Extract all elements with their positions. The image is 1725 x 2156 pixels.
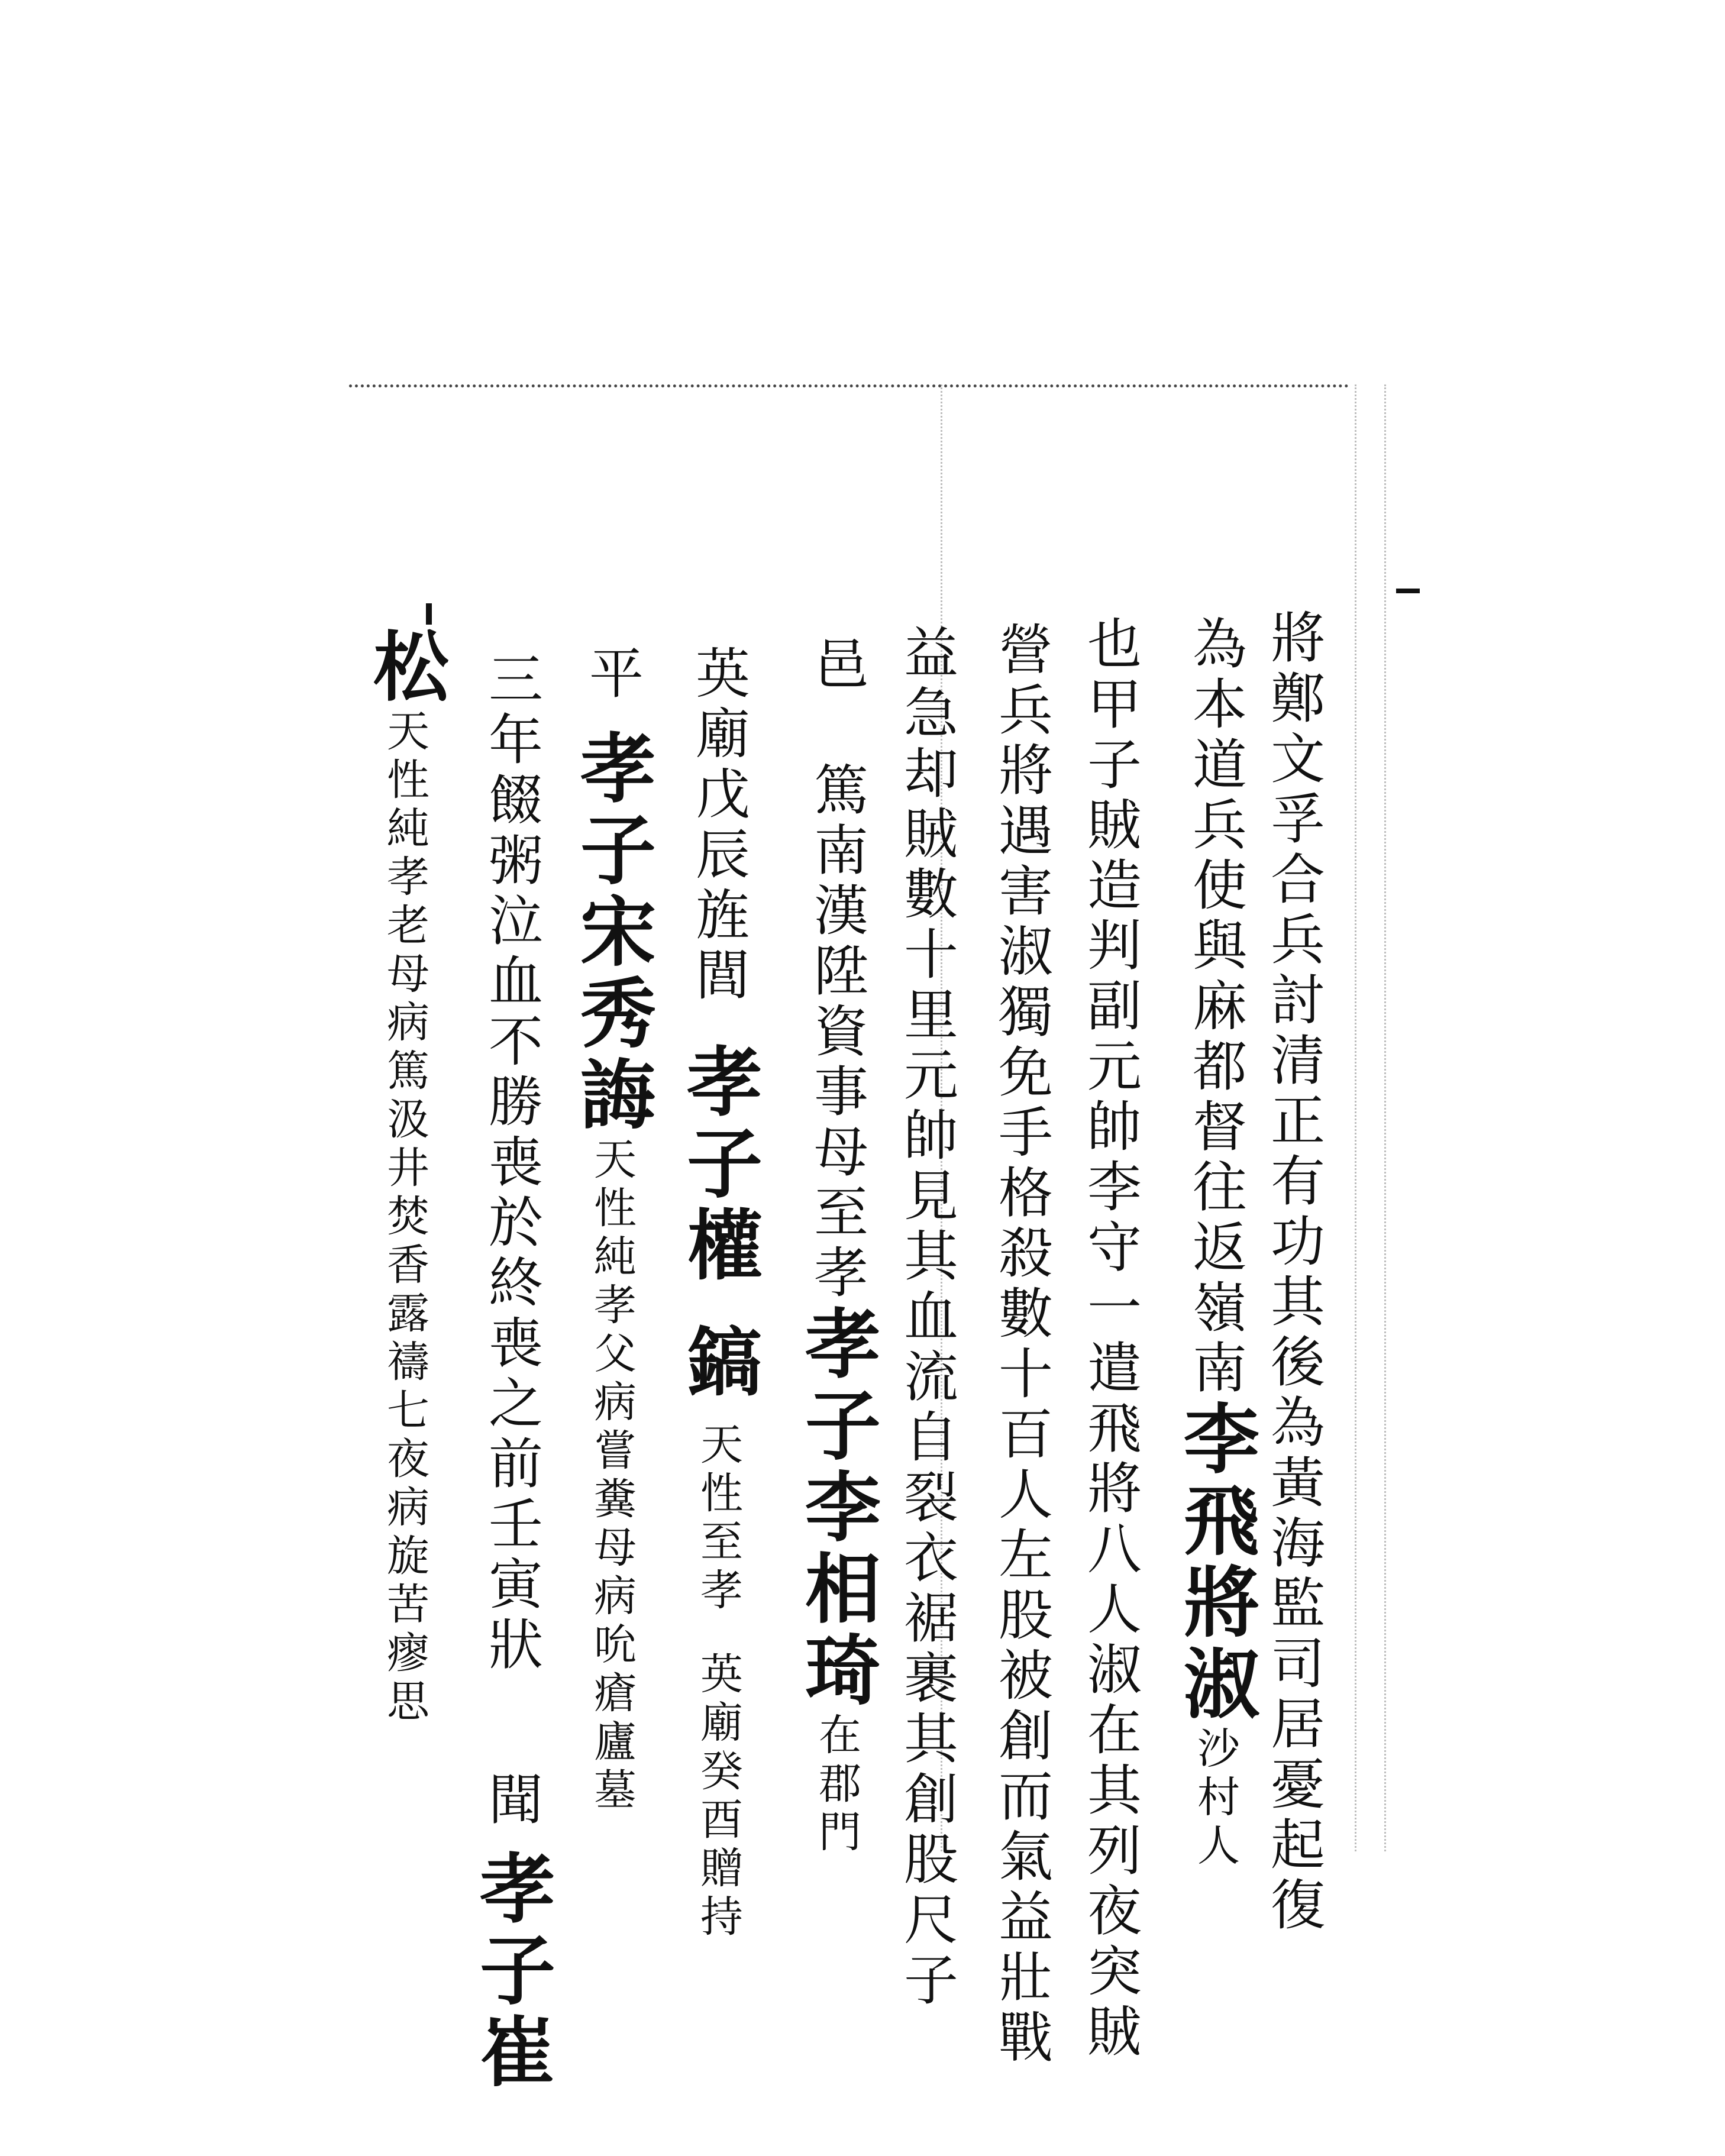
text-column-6 xyxy=(792,636,881,1858)
column-9-text-b: 聞 xyxy=(480,1771,543,1831)
column-8-note: 天性純孝父病嘗糞母病吮瘡廬墓 xyxy=(587,1137,637,1816)
text-column-1 xyxy=(1262,609,1325,1937)
column-2-heading: 李飛將淑 xyxy=(1171,1399,1259,1726)
text-column-4 xyxy=(990,621,1053,2069)
ink-mark xyxy=(426,603,432,625)
column-6-text-a: 邑 xyxy=(805,636,868,696)
column-10-note: 天性純孝老母病篤汲井焚香露禱七夜病旋苦瘳思 xyxy=(380,709,429,1727)
text-column-9 xyxy=(467,651,555,2094)
frame-top-border xyxy=(349,384,1349,387)
column-7-note: 天性至孝 xyxy=(693,1422,743,1616)
column-2-note: 沙村人 xyxy=(1190,1726,1240,1871)
column-10-heading: 松 xyxy=(360,627,449,709)
column-9-text-a: 三年餟粥泣血不勝喪於終喪之前壬寅狀 xyxy=(480,651,543,1676)
column-7-heading: 孝子權 xyxy=(674,1042,763,1287)
column-ruling xyxy=(1355,384,1356,1851)
text-column-2 xyxy=(1171,615,1259,1871)
column-5-text: 益急却賊數十里元帥見其血流自裂衣裾裹其創股尺子 xyxy=(895,624,958,2012)
column-7-text-a: 英廟戊辰旌閭 xyxy=(687,645,750,1007)
column-6-text-b: 篤南漢陞資事母至孝 xyxy=(805,761,868,1304)
column-6-heading: 孝子李相琦 xyxy=(792,1304,881,1712)
column-2-text-a: 為本道兵使與麻都督往返嶺南 xyxy=(1184,615,1247,1399)
text-column-3 xyxy=(1078,615,1142,2063)
column-3-text: 也甲子賊造判副元帥李守一遣飛將八人淑在其列夜突賊 xyxy=(1078,615,1142,2063)
column-8-text-a: 平 xyxy=(580,645,644,705)
column-1-text: 將鄭文孚合兵討清正有功其後為黃海監司居憂起復 xyxy=(1262,609,1325,1937)
column-8-heading: 孝子宋秀誨 xyxy=(567,729,656,1137)
text-column-7 xyxy=(674,645,763,1942)
column-7-note-2: 英廟癸酉贈持 xyxy=(693,1651,743,1942)
text-column-8 xyxy=(567,645,656,1816)
text-column-10 xyxy=(360,627,449,1727)
ink-mark xyxy=(1396,589,1420,593)
column-6-note: 在郡門 xyxy=(812,1712,861,1858)
text-column-5 xyxy=(895,624,958,2012)
column-9-heading: 孝子崔 xyxy=(467,1849,555,2094)
column-7-heading-2: 鎬 xyxy=(674,1323,763,1404)
column-4-text: 營兵將遇害淑獨免手格殺數十百人左股被創而氣益壯戰 xyxy=(990,621,1053,2069)
column-ruling xyxy=(1384,384,1386,1851)
